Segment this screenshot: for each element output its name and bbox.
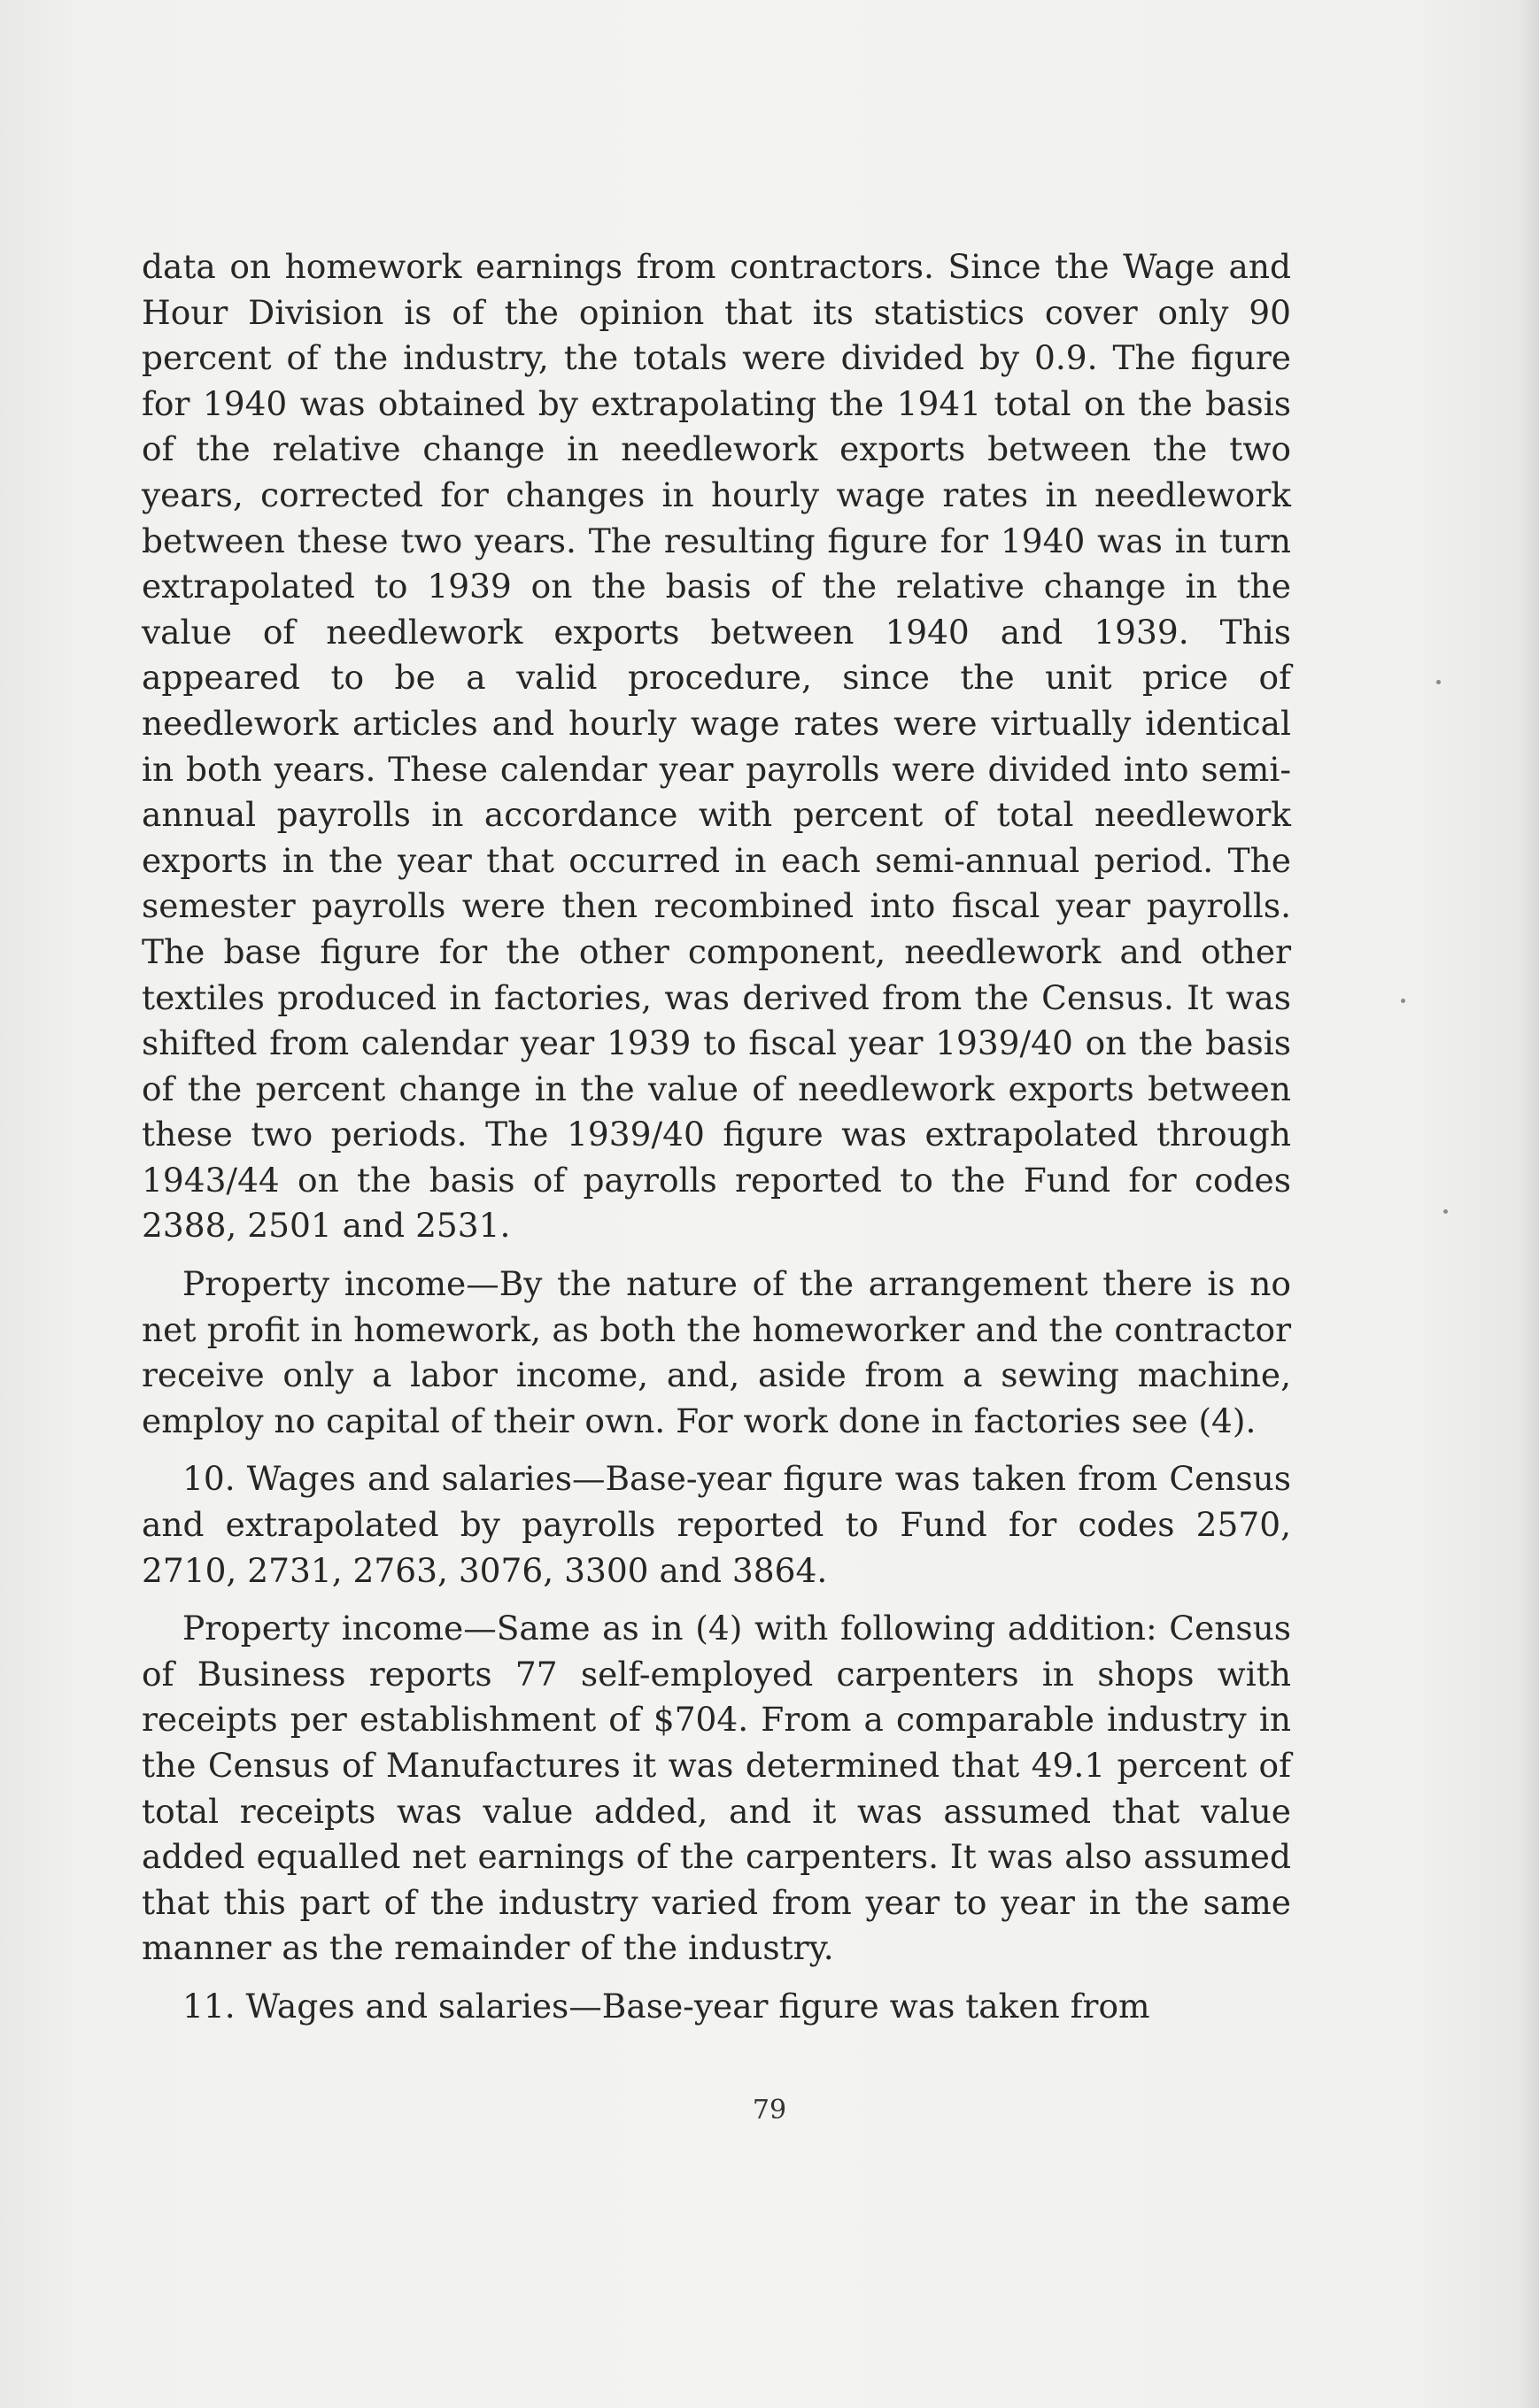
paragraph-item-10-wages: 10. Wages and salaries—Base-year figure was taken from Census and extrapolated by payrolls reported to Fund for codes 2570, 2710, 2731, 2763, 3076, 3300 and 3864. [142,1459,1291,1590]
scan-speck [1443,1209,1448,1214]
scan-speck [1436,680,1441,684]
paragraph-homework-earnings: data on homework earnings from contractors. Since the Wage and Hour Division is of the opinion that its statistics cover only 90 percent of the industry, the totals were divided by 0.9. The figure for 1940 was obtained by extrapolating the 1941 total on the basis of the relative change in needlework exports between the two years, corrected for changes in hourly wage rates in needlework between these two years. The resulting figure for 1940 was in turn extrapolated to 1939 on the basis of the relative change in the value of needlework exports between 1940 and 1939. This appeared to be a valid procedure, since the unit price of needlework articles and hourly wage rates were virtually identical in both years. These calendar year payrolls were divided into semi-annual payrolls in accordance with percent of total needlework exports in the year that occurred in each semi-annual period. The semester payrolls were then recombined into fiscal year payrolls. The base figure for the other component, needlework and other textiles produced in factories, was derived from the Census. It was shifted from calendar year 1939 to fiscal year 1939/40 on the basis of the percent change in the value of needlework exports between these two periods. The 1939/40 figure was extrapolated through 1943/44 on the basis of payrolls reported to the Fund for codes 2388, 2501 and 2531. [142,247,1291,1246]
body-text [142,244,1291,2030]
scan-speck [1401,999,1405,1003]
paragraph-item-11-wages: 11. Wages and salaries—Base-year figure was taken from [182,1986,1150,2026]
page-edge-shadow [1520,0,1539,2408]
paragraph-property-income-carpenters: Property income—Same as in (4) with following addition: Census of Business reports 77 self-employed carpenters in shops with receipts per establishment of $704. From a comparable industry in the Census of Manufactures it was determined that 49.1 percent of total receipts was value added, and it was assumed that value added equalled net earnings of the carpenters. It was also assumed that this part of the industry varied from year to year in the same manner as the remainder of the industry. [142,1609,1291,1968]
paragraph-property-income-homework: Property income—By the nature of the arrangement there is no net profit in homework, as both the homeworker and the contractor receive only a labor income, and, aside from a sewing machine, employ no capital of their own. For work done in factories see (4). [142,1264,1291,1440]
page-number: 79 [752,2095,787,2126]
